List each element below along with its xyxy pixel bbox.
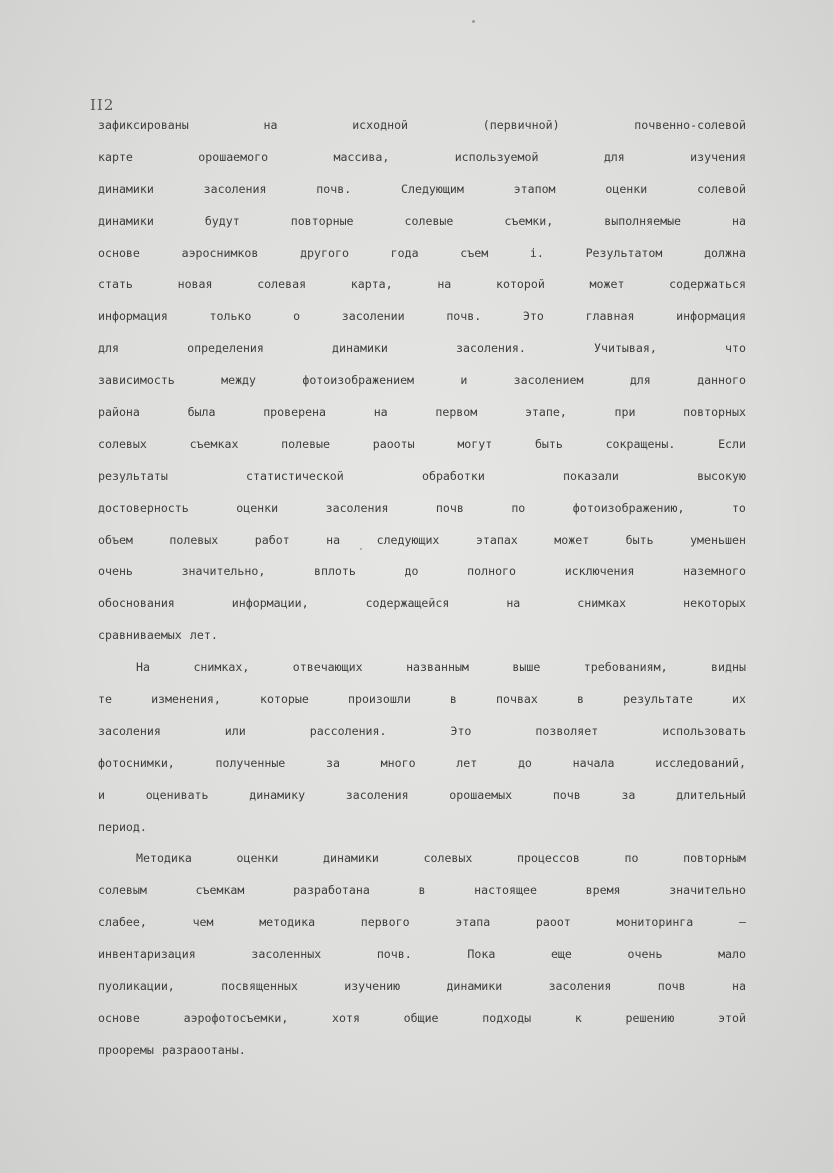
- text-line: результаты статистической обработки показали высокую: [98, 468, 746, 483]
- text-line: стать новая солевая карта, на которой может содержаться: [98, 277, 746, 292]
- text-line: солевым съемкам разработана в настоящее время значительно: [98, 883, 746, 898]
- text-line: динамики будут повторные солевые съемки, выполняемые на: [98, 213, 746, 228]
- text-line: те изменения, которые произошли в почвах в результате их: [98, 692, 746, 707]
- paper-speck: [472, 20, 475, 23]
- text-line: На снимках, отвечающих названным выше требованиям, видны: [136, 660, 746, 675]
- text-line: основе аэрофотосъемки, хотя общие подходы к решению этой: [98, 1010, 746, 1025]
- text-line: пуоликации, посвященных изучению динамики засоления почв на: [98, 979, 746, 994]
- text-line: основе аэроснимков другого года съем і. Результатом должна: [98, 245, 746, 260]
- text-line: динамики засоления почв. Следующим этапом оценки солевой: [98, 181, 746, 196]
- text-line: солевых съемках полевые раооты могут быть сокращены. Если: [98, 436, 746, 451]
- text-line: достоверность оценки засоления почв по фотоизображению, то: [98, 500, 746, 515]
- text-line: обоснования информации, содержащейся на снимках некоторых: [98, 596, 746, 611]
- text-line: для определения динамики засоления. Учитывая, что: [98, 341, 746, 356]
- text-line: зафиксированы на исходной (первичной) почвенно-солевой: [98, 118, 746, 132]
- text-line: фотоснимки, полученные за много лет до начала исследований,: [98, 755, 746, 770]
- text-line: очень значительно, вплоть до полного исключения наземного: [98, 564, 746, 579]
- text-line: слабее, чем методика первого этапа раоот мониторинга —: [98, 915, 746, 930]
- text-line: карте орошаемого массива, используемой для изучения: [98, 149, 746, 164]
- text-line: период.: [98, 819, 147, 834]
- body-text: [98, 110, 746, 1067]
- text-line: информация только о засолении почв. Это главная информация: [98, 309, 746, 324]
- text-line: и оценивать динамику засоления орошаемых почв за длительный: [98, 787, 746, 802]
- page-number: II2: [90, 96, 115, 114]
- text-line: инвентаризация засоленных почв. Пока еще очень мало: [98, 947, 746, 962]
- text-line: прооремы разраоотаны.: [98, 1042, 246, 1057]
- text-line: района была проверена на первом этапе, при повторных: [98, 405, 746, 420]
- text-line: зависимость между фотоизображением и засолением для данного: [98, 373, 746, 388]
- text-line: Методика оценки динамики солевых процессов по повторным: [136, 851, 746, 866]
- text-line: объем полевых работ на следующих этапах может быть уменьшен: [98, 532, 746, 547]
- text-line: засоления или рассоления. Это позволяет использовать: [98, 723, 746, 738]
- text-line: сравниваемых лет.: [98, 628, 218, 643]
